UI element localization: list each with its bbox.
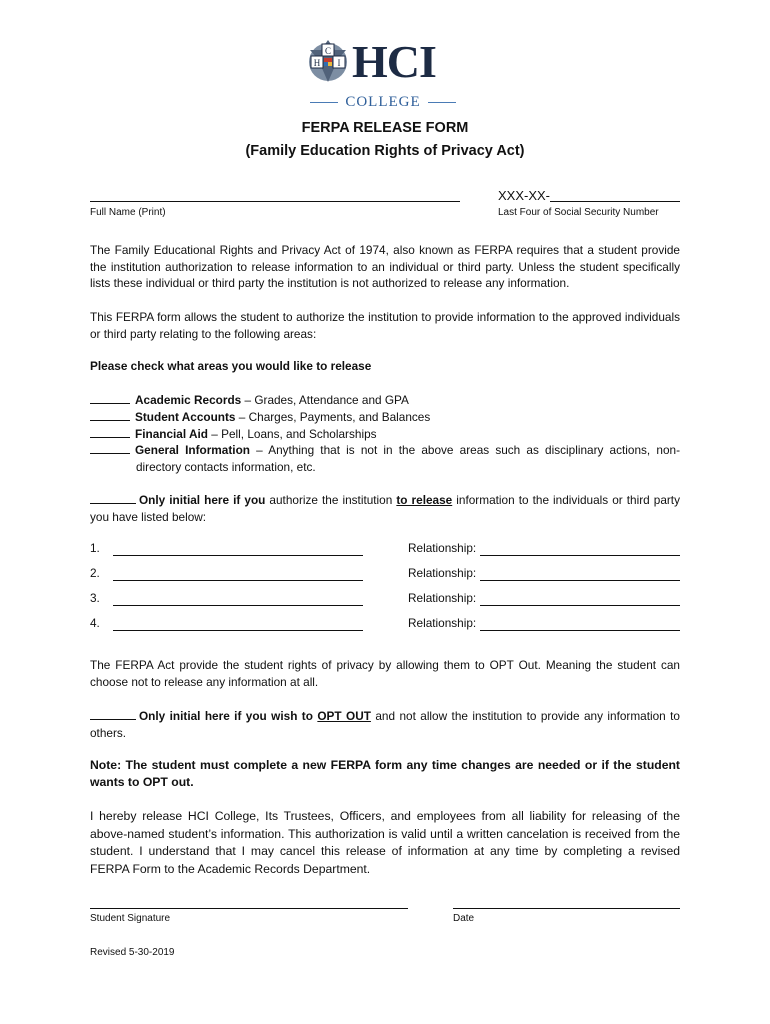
check-heading: Please check what areas you would like to release [90, 359, 372, 373]
relationship-field[interactable] [480, 580, 680, 581]
student-signature-field[interactable] [90, 908, 408, 909]
revised-date: Revised 5-30-2019 [90, 947, 175, 958]
recipient-number: 3. [90, 591, 100, 605]
hci-college-logo [308, 36, 458, 108]
full-name-label: Full Name (Print) [90, 207, 166, 218]
allows-paragraph: This FERPA form allows the student to authorize the institution to provide information to the approved individuals or third party relating to the following areas: [90, 310, 680, 341]
relationship-field[interactable] [480, 630, 680, 631]
note-paragraph: Note: The student must complete a new FERPA form any time changes are needed or if the student wants to OPT out. [90, 758, 680, 789]
relationship-label: Relationship: [408, 541, 477, 555]
svg-text:H: H [313, 58, 321, 68]
release-statement: I hereby release HCI College, Its Trustees, Officers, and employees from all liability for releasing of the above-named student’s information. This authorization is valid until a written cancelation is received from the student. I understand that I may cancel this release of information at any time by completing a revised FERPA Form to the Academic Records Department. [90, 809, 680, 876]
logo-subtitle-row [310, 96, 456, 110]
recipient-number: 4. [90, 616, 100, 630]
logo-subtitle: COLLEGE [345, 94, 421, 110]
intro-paragraph: The Family Educational Rights and Privacy Act of 1974, also known as FERPA requires that a student provide the institution authorization to release information to an individual or third party. Unless the student specifically lists these individual or third party the institution is not authorized to release any information. [90, 243, 680, 290]
recipient-name-field[interactable] [113, 580, 363, 581]
relationship-label: Relationship: [408, 616, 477, 630]
ssn-prefix: XXX-XX- [498, 188, 551, 203]
recipient-name-field[interactable] [113, 630, 363, 631]
release-authorization: Only initial here if you authorize the institution to release information to the individuals or third party you have listed below: [90, 493, 680, 524]
category-financial-aid: Financial Aid – Pell, Loans, and Scholarships [90, 425, 680, 443]
relationship-field[interactable] [480, 555, 680, 556]
financial-aid-checkbox[interactable] [90, 425, 130, 438]
academic-records-checkbox[interactable] [90, 391, 130, 404]
recipient-number: 1. [90, 541, 100, 555]
svg-text:I: I [337, 58, 341, 68]
category-academic-records: Academic Records – Grades, Attendance and GPA [90, 391, 680, 409]
student-accounts-checkbox[interactable] [90, 408, 130, 421]
ssn-field[interactable] [550, 201, 680, 202]
optout-initial: Only initial here if you wish to OPT OUT and not allow the institution to provide any information to others. [90, 709, 680, 740]
svg-text:C: C [324, 46, 332, 56]
optout-initial-field[interactable] [90, 707, 136, 720]
recipient-name-field[interactable] [113, 605, 363, 606]
release-initial-field[interactable] [90, 491, 136, 504]
logo-divider-right [428, 102, 456, 103]
relationship-label: Relationship: [408, 591, 477, 605]
form-subtitle: (Family Education Rights of Privacy Act) [245, 143, 525, 159]
form-title: FERPA RELEASE FORM [301, 120, 469, 136]
category-general-information: General Information – Anything that is not in the above areas such as disciplinary actions, non-directory contacts information, etc. [90, 441, 680, 475]
student-signature-label: Student Signature [90, 913, 171, 924]
relationship-label: Relationship: [408, 566, 477, 580]
date-field[interactable] [453, 908, 680, 909]
recipient-number: 2. [90, 566, 100, 580]
full-name-field[interactable] [90, 201, 460, 202]
relationship-field[interactable] [480, 605, 680, 606]
logo-wordmark: HCI [352, 36, 436, 87]
optout-intro: The FERPA Act provide the student rights of privacy by allowing them to OPT Out. Meaning the student can choose not to release any information at all. [90, 658, 680, 689]
ssn-label: Last Four of Social Security Number [498, 207, 659, 218]
general-information-checkbox[interactable] [90, 441, 130, 454]
recipient-name-field[interactable] [113, 555, 363, 556]
category-student-accounts: Student Accounts – Charges, Payments, and Balances [90, 408, 680, 426]
date-label: Date [453, 913, 475, 924]
logo-divider-left [310, 102, 338, 103]
